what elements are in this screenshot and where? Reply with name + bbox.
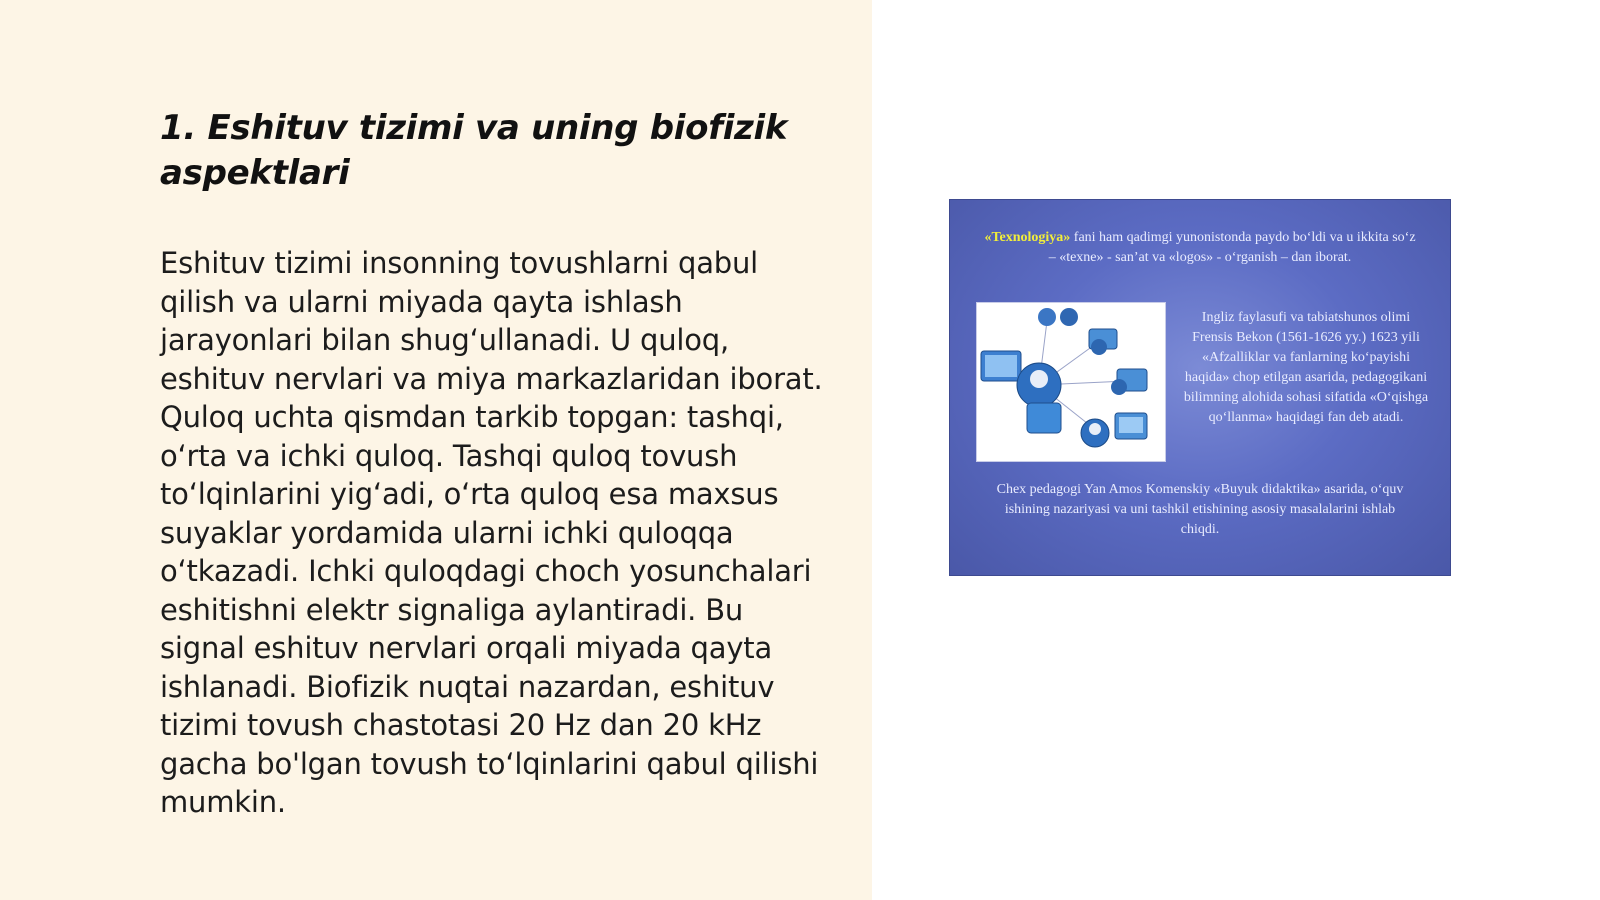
slide-title: 1. Eshituv tizimi va uning biofizik aspektlari xyxy=(160,108,788,193)
computer-network-icon xyxy=(976,302,1166,462)
image-intro-term: «Texnologiya» xyxy=(984,230,1071,245)
slide-image xyxy=(950,200,1450,575)
image-intro-rest: fani ham qadimgi yunonistonda paydo bo‘ldi va u ikkita so‘z – «texne» - san’at va «logos» - o‘rganish – dan iborat. xyxy=(1048,230,1416,265)
slide-body-text: Eshituv tizimi insonning tovushlarni qabul qilish va ularni miyada qayta ishlash jarayonlari bilan shug‘ullanadi. U quloq, eshituv nervlari va miya markazlaridan iborat. Quloq uchta qismdan tarkib topgan: tashqi, o‘rta va ichki quloq. Tashqi quloq tovush to‘lqinlarini yig‘adi, o‘rta quloq esa maxsus suyaklar yordamida ularni ichki quloqqa o‘tkazadi. Ichki quloqdagi choch yosunchalari eshitishni elektr signaliga aylantiradi. Bu signal eshituv nervlari orqali miyada qayta ishlanadi. Biofizik nuqtai nazardan, eshituv tizimi tovush chastotasi 20 Hz dan 20 kHz gacha bo'lgan tovush to‘lqinlarini qabul qilishi mumkin. xyxy=(160,246,823,819)
image-intro-text xyxy=(980,228,1420,268)
image-komensky-text: Chex pedagogi Yan Amos Komenskiy «Buyuk didaktika» asarida, o‘quv ishining nazariyasi va uni tashkil etishining asosiy masalalarini ishlab chiqdi. xyxy=(996,482,1404,537)
image-bacon-text: Ingliz faylasufi va tabiatshunos olimi Frensis Bekon (1561-1626 yy.) 1623 yili «Afzalliklar va fanlarning ko‘payishi haqida» chop etilgan asarida, pedagogikani bilimning alohida sohasi sifatida «O‘qishga qo‘llanma» haqidagi fan deb atadi. xyxy=(1183,310,1429,425)
